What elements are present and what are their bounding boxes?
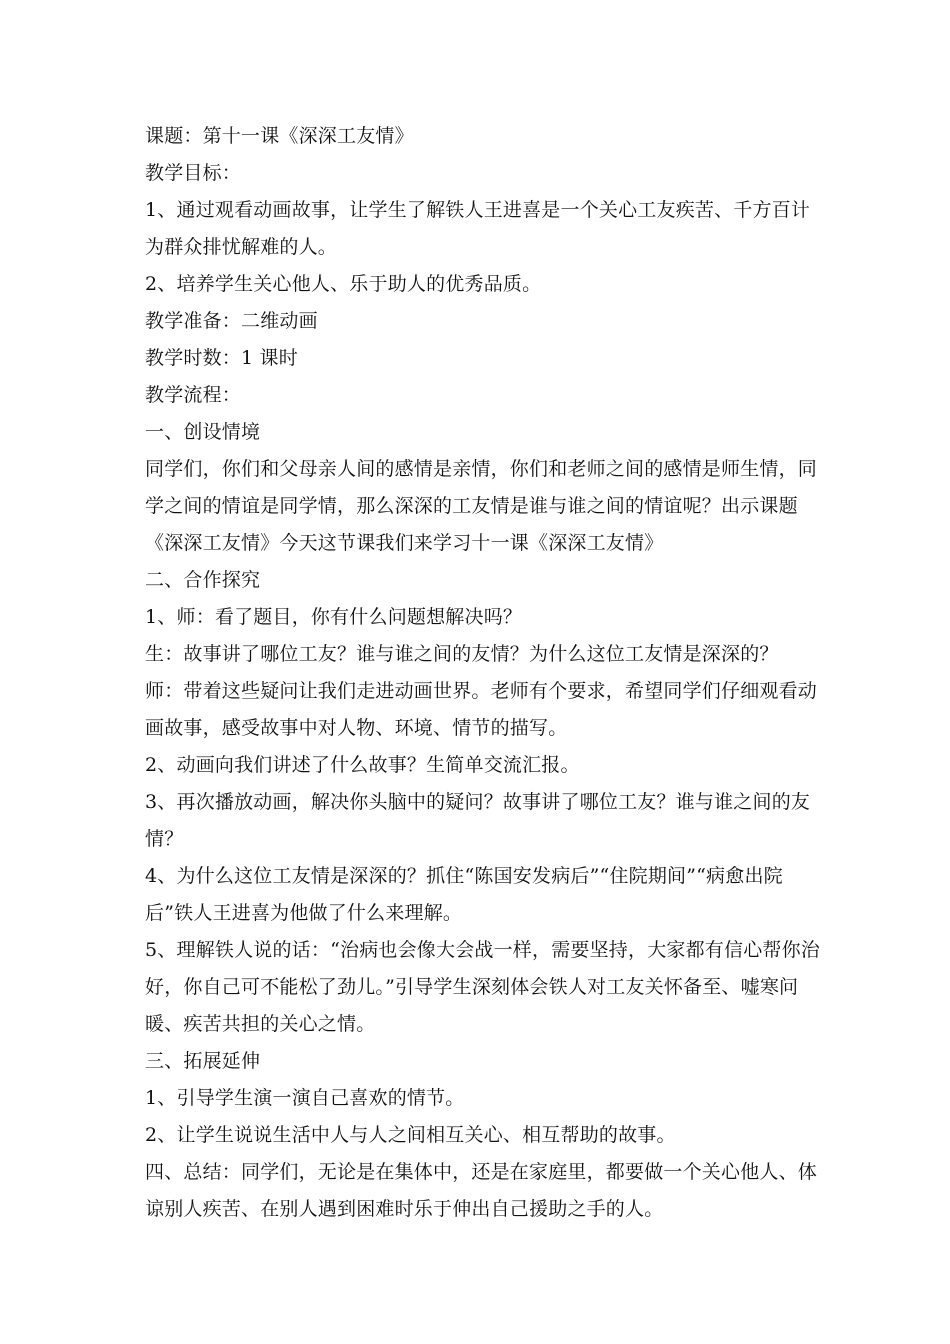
- section-3-heading: 三、拓展延伸: [145, 1050, 261, 1072]
- section-1-paragraph-line-2: 学之间的情谊是同学情，那么深深的工友情是谁与谁之间的情谊呢？出示课题: [145, 495, 798, 517]
- section-2-item-5-line-2: 好，你自己可不能松了劲儿。”引导学生深刻体会铁人对工友关怀备至、嘘寒问: [145, 976, 799, 998]
- summary-line-1: 四、总结：同学们，无论是在集体中，还是在家庭里，都要做一个关心他人、体: [145, 1161, 818, 1183]
- section-1-paragraph-line-1: 同学们，你们和父母亲人间的感情是亲情，你们和老师之间的感情是师生情，同: [145, 458, 818, 480]
- teacher-response-line-1: 师：带着这些疑问让我们走进动画世界。老师有个要求，希望同学们仔细观看动: [145, 680, 818, 702]
- section-3-item-1: 1、引导学生演一演自己喜欢的情节。: [145, 1087, 465, 1109]
- section-1-paragraph-line-3: 《深深工友情》今天这节课我们来学习十一课《深深工友情》: [145, 532, 664, 554]
- class-hours: 教学时数：1 课时: [145, 347, 298, 369]
- section-3-item-2: 2、让学生说说生活中人与人之间相互关心、相互帮助的故事。: [145, 1124, 676, 1146]
- section-1-heading: 一、创设情境: [145, 421, 261, 443]
- objectives-heading: 教学目标：: [145, 162, 242, 184]
- section-2-item-3-line-2: 情？: [145, 828, 184, 850]
- section-2-item-5-line-3: 暖、疾苦共担的关心之情。: [145, 1013, 376, 1035]
- preparation: 教学准备：二维动画: [145, 310, 318, 332]
- objective-1-line-2: 为群众排忧解难的人。: [145, 236, 338, 258]
- process-heading: 教学流程：: [145, 384, 242, 406]
- section-2-item-3-line-1: 3、再次播放动画，解决你头脑中的疑问？故事讲了哪位工友？谁与谁之间的友: [145, 791, 811, 813]
- section-2-item-5-line-1: 5、理解铁人说的话：“治病也会像大会战一样，需要坚持，大家都有信心帮你治: [145, 939, 821, 961]
- lesson-plan-body: [145, 118, 821, 1228]
- lesson-title: 课题：第十一课《深深工友情》: [145, 125, 414, 147]
- section-2-heading: 二、合作探究: [145, 569, 261, 591]
- objective-1-line-1: 1、通过观看动画故事，让学生了解铁人王进喜是一个关心工友疾苦、千方百计: [145, 199, 811, 221]
- student-response: 生：故事讲了哪位工友？谁与谁之间的友情？为什么这位工友情是深深的？: [145, 643, 779, 665]
- section-2-item-2: 2、动画向我们讲述了什么故事？生简单交流汇报。: [145, 754, 580, 776]
- section-2-item-4-line-2: 后”铁人王进喜为他做了什么来理解。: [145, 902, 463, 924]
- objective-2: 2、培养学生关心他人、乐于助人的优秀品质。: [145, 273, 542, 295]
- section-2-item-4-line-1: 4、为什么这位工友情是深深的？抓住“陈国安发病后”“住院期间”“病愈出院: [145, 865, 783, 887]
- teacher-response-line-2: 画故事，感受故事中对人物、环境、情节的描写。: [145, 717, 568, 739]
- section-2-item-1: 1、师：看了题目，你有什么问题想解决吗？: [145, 606, 523, 628]
- summary-line-2: 谅别人疾苦、在别人遇到困难时乐于伸出自己援助之手的人。: [145, 1198, 664, 1220]
